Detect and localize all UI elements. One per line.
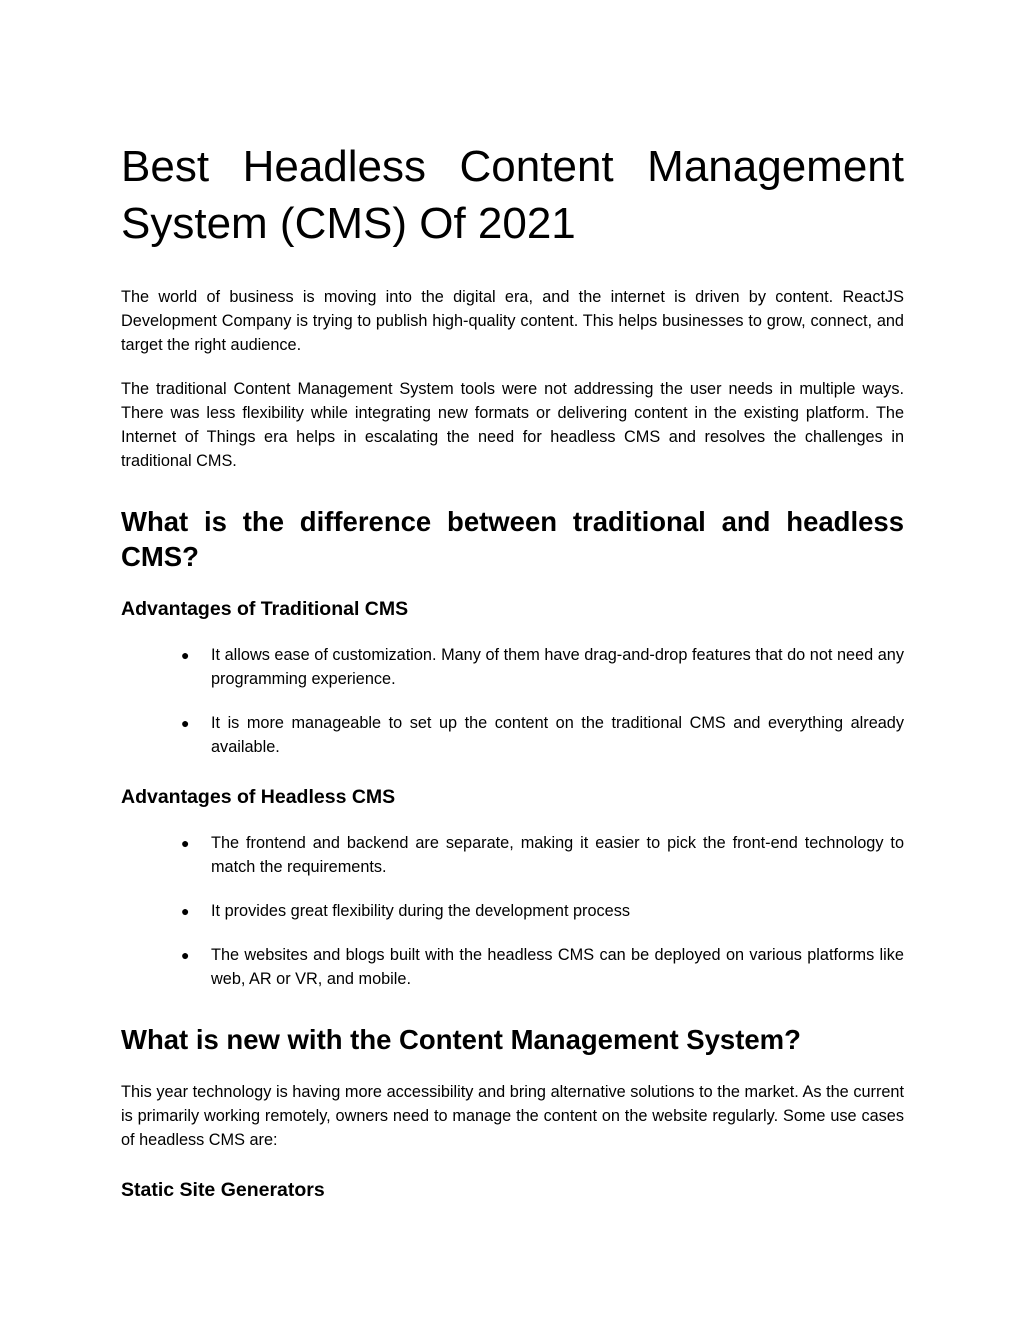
subheading-traditional-cms: Advantages of Traditional CMS [121, 598, 409, 620]
subheading-headless-cms: Advantages of Headless CMS [121, 786, 396, 808]
list-item [121, 831, 904, 879]
list-item-text: It allows ease of customization. Many of them have drag-and-drop features that do not need any programming experience. [211, 646, 904, 688]
list-item [121, 899, 904, 923]
list-item-text: It provides great flexibility during the development process [211, 902, 631, 920]
list-item [121, 711, 904, 759]
subheading-static-site-generators: Static Site Generators [121, 1179, 325, 1201]
bullet-icon: ● [181, 715, 190, 731]
list-item [121, 643, 904, 691]
intro-paragraph-2: The traditional Content Management System tools were not addressing the user needs in multiple ways. There was less flexibility while integrating new formats or delivering content in the existing platform. The Internet of Things era helps in escalating the need for headless CMS and resolves the challenges in traditional CMS. [121, 380, 904, 470]
bullet-icon: ● [181, 835, 190, 851]
section-heading-whats-new: What is new with the Content Management System? [121, 1024, 801, 1055]
list-item-text: The frontend and backend are separate, making it easier to pick the front-end technology to match the requirements. [211, 834, 904, 876]
list-item-text: It is more manageable to set up the content on the traditional CMS and everything already available. [211, 714, 904, 756]
list-item [121, 943, 904, 991]
bullet-icon: ● [181, 647, 190, 663]
bullet-icon: ● [181, 947, 190, 963]
intro-paragraph-1: The world of business is moving into the digital era, and the internet is driven by content. ReactJS Development Company is trying to publish high-quality content. This helps businesses to grow, connect, and target the right audience. [121, 288, 904, 354]
bullet-icon: ● [181, 903, 190, 919]
document-title: Best Headless Content Management System (CMS) Of 2021 [121, 142, 904, 248]
whats-new-paragraph: This year technology is having more accessibility and bring alternative solutions to the market. As the current is primarily working remotely, owners need to manage the content on the website regularly. Some use cases of headless CMS are: [121, 1083, 904, 1149]
traditional-advantages-list [121, 643, 904, 759]
headless-advantages-list [121, 831, 904, 991]
list-item-text: The websites and blogs built with the headless CMS can be deployed on various platforms like web, AR or VR, and mobile. [211, 946, 904, 988]
document-page [121, 138, 904, 1202]
section-heading-difference: What is the difference between traditional and headless CMS? [121, 506, 904, 572]
